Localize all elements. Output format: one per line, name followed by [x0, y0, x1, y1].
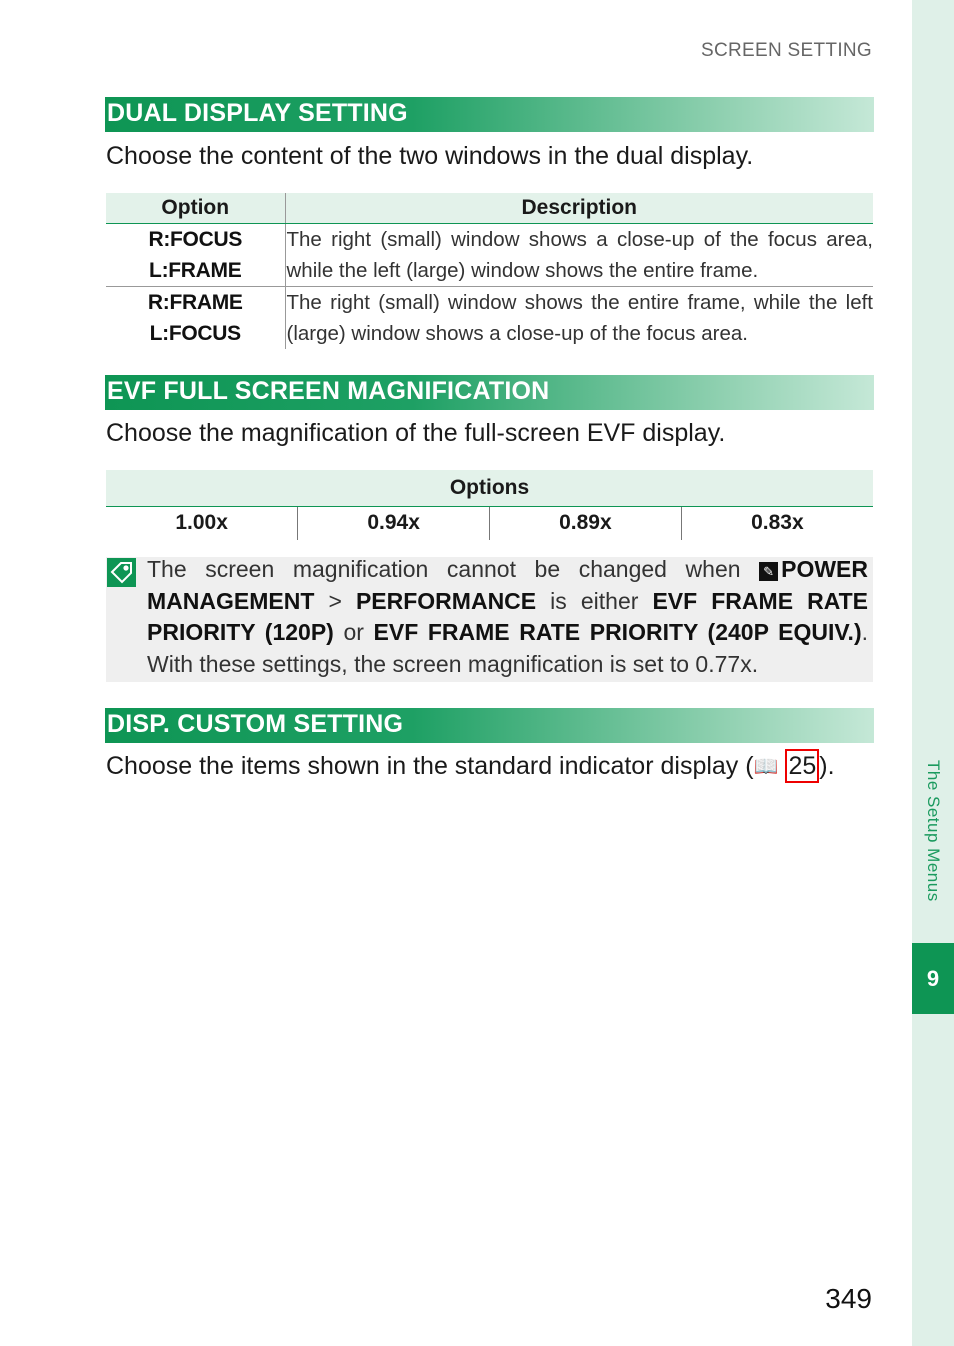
- option-cell: R:FOCUS L:FRAME: [106, 223, 285, 286]
- page-number: 349: [825, 1283, 872, 1314]
- dual-intro: Choose the content of the two windows in the dual display.: [106, 142, 754, 170]
- table-row: [106, 506, 873, 540]
- note-text: The screen magnification cannot be changed when ✎ POWER MANAGEMENT > PERFORMANCE is either EVF FRAME RATE PRIORITY (120P) or EVF FRAME RATE PRIORITY (240P EQUIV.). With these settings, the screen magnification is set to 0.77x.: [147, 556, 868, 677]
- section-title-dual-display: DUAL DISPLAY SETTING: [105, 97, 874, 132]
- side-strip: [912, 0, 954, 1346]
- description-cell: The right (small) window shows a close-up of the focus area, while the left (large) window shows the entire frame.: [285, 223, 873, 286]
- col-header-option: Option: [106, 193, 285, 223]
- description-cell: The right (small) window shows the entire frame, while the left (large) window shows a close-up of the focus area.: [286, 290, 873, 345]
- col-header-description: Description: [285, 193, 873, 223]
- evf-options-table: [106, 470, 873, 540]
- option-cell: R:FRAME L:FOCUS: [106, 286, 285, 349]
- option-cell: 1.00x: [106, 506, 298, 540]
- chapter-tab[interactable]: 9: [912, 943, 954, 1014]
- wrench-icon: ✎: [759, 562, 778, 581]
- option-cell: 0.94x: [298, 506, 490, 540]
- running-header: SCREEN SETTING: [701, 40, 872, 61]
- disp-intro: Choose the items shown in the standard indicator display (📖 25 ).: [106, 749, 873, 785]
- option-cell: 0.89x: [490, 506, 682, 540]
- option-cell: 0.83x: [751, 511, 804, 535]
- options-header: Options: [106, 470, 873, 506]
- table-row: [106, 286, 873, 349]
- note-icon: [107, 558, 136, 587]
- dual-options-table: [106, 193, 873, 349]
- page-reference-link[interactable]: 25: [785, 749, 819, 783]
- evf-intro: Choose the magnification of the full-screen EVF display.: [106, 419, 726, 447]
- book-icon: 📖: [753, 756, 779, 778]
- section-title-disp-custom: DISP. CUSTOM SETTING: [105, 708, 874, 743]
- table-row: [106, 223, 873, 286]
- chapter-side-label: The Setup Menus: [924, 760, 943, 902]
- section-title-evf: EVF FULL SCREEN MAGNIFICATION: [105, 375, 874, 410]
